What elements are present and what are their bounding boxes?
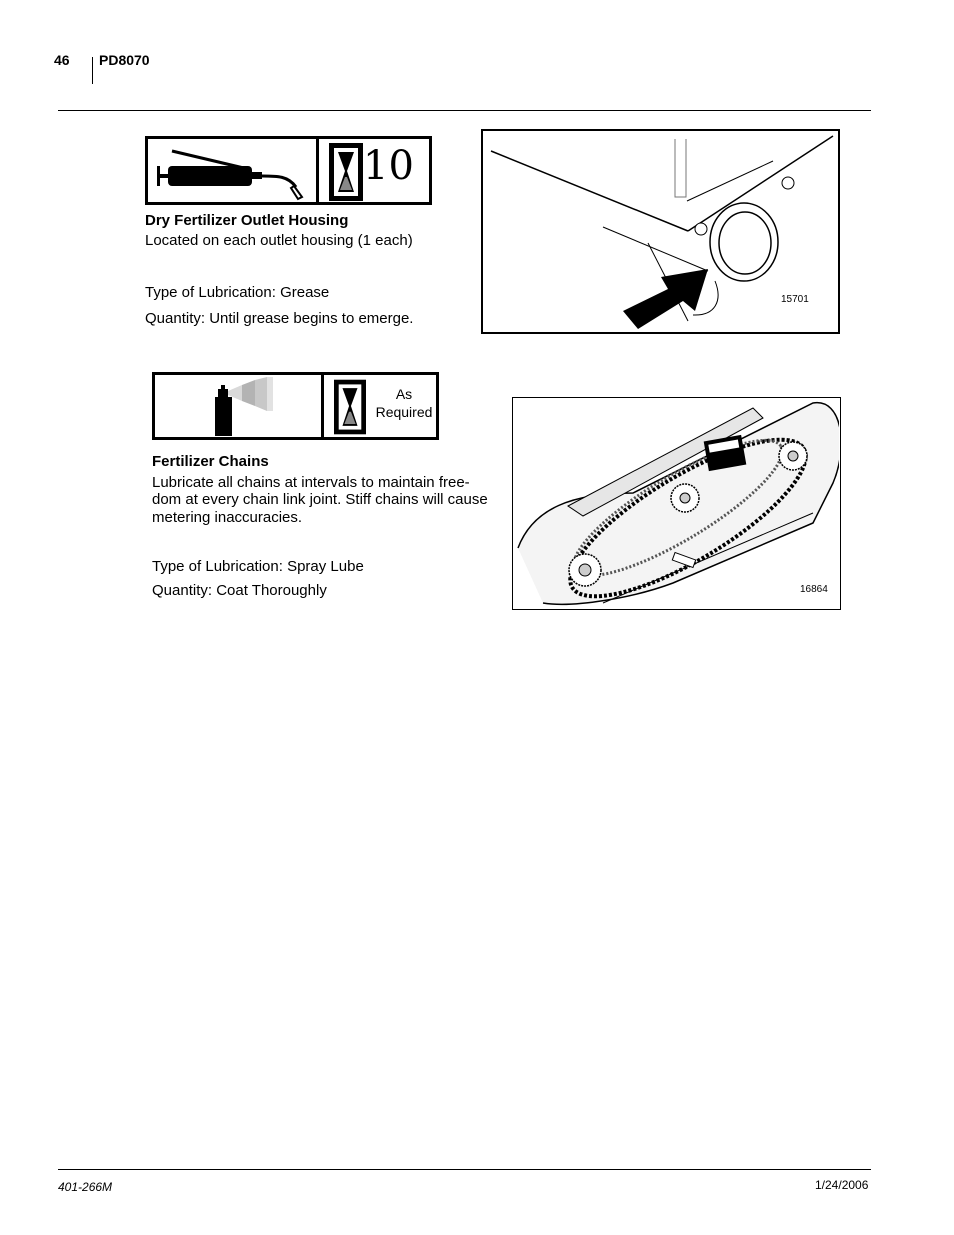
section1-quantity: Quantity: Until grease begins to emerge. [145,310,414,327]
figure-number: 15701 [781,294,809,305]
interval-cell [319,139,429,202]
spray-can-icon [155,375,321,437]
section2-desc-line3: metering inaccuracies. [152,509,303,526]
hourglass-icon [334,379,366,435]
section2-desc-line2: dom at every chain link joint. Stiff chains will cause [152,491,488,508]
revision-date: 1/24/2006 [815,1178,869,1192]
header-rule [58,110,871,111]
lubricant-cell [155,375,324,437]
interval-label [364,385,444,421]
section1-title: Dry Fertilizer Outlet Housing [145,212,349,229]
section2-title: Fertilizer Chains [152,453,269,470]
grease-interval-box [145,136,432,205]
spray-interval-box [152,372,439,440]
chain-drive-drawing [513,398,839,608]
section2-quantity: Quantity: Coat Thoroughly [152,582,327,599]
hourglass-icon [329,143,363,201]
interval-cell [324,375,436,437]
interval-hours: 10 [363,143,414,189]
footer-rule [58,1169,871,1170]
outlet-housing-figure [481,129,840,334]
part-number: 401-266M [58,1180,113,1194]
figure-number: 16864 [800,584,828,595]
interval-label-line1: As [395,386,413,402]
lubricant-cell [148,139,319,202]
interval-label-line2: Required [375,404,433,420]
section2-desc-line1: Lubricate all chains at intervals to maintain free- [152,474,470,491]
section1-location: Located on each outlet housing (1 each) [145,232,413,249]
fertilizer-chains-figure [512,397,841,610]
section1-lube-type: Type of Lubrication: Grease [145,284,330,301]
page-number: 46 [54,52,70,68]
section2-lube-type: Type of Lubrication: Spray Lube [152,558,364,575]
grease-gun-icon [148,139,316,202]
document-title: PD8070 [99,52,150,68]
header-divider [92,57,93,84]
